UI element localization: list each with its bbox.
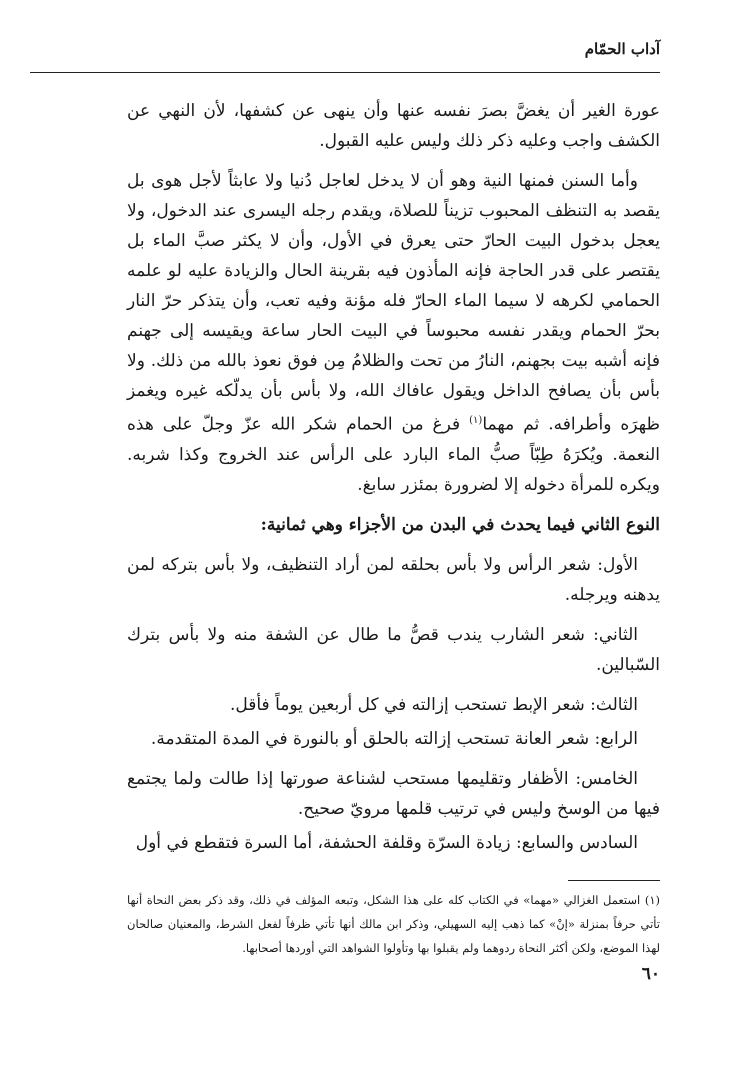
running-head: آداب الحمّام [584,40,660,58]
footnote: (١) استعمل الغزالي «مهما» في الكتاب كله على هذا الشكل، وتبعه المؤلف في ذلك، وقد ذكر بعض النحاة أنها تأتي حرفاً بمنزلة «إنْ» كما ذهب إليه السهيلي، وذكر ابن مالك أنها تأتي ظرفاً لفعل الشرط، والمعنيان صالحان لهذا الموضع، ولكن أكثر النحاة ردوهما ولم يقبلوا بها وتأولوا الشواهد التي أوردها أصحابها. [127,893,660,955]
header-rule [30,72,660,73]
list-item-first: الأول: شعر الرأس ولا بأس بحلقه لمن أراد التنظيف، ولا بأس بتركه لمن يدهنه ويرجله. [127,554,660,605]
list-item-fourth: الرابع: شعر العانة تستحب إزالته بالحلق أو بالنورة في المدة المتقدمة. [150,728,638,749]
paragraph-2-text: وأما السنن فمنها النية وهو أن لا يدخل لعاجل دُنيا ولا عابثاً لأجل هوى بل يقصد به التنظف المحبوب تزيناً للصلاة، ويقدم رجله اليسرى عند الدخول، ولا يعجل بدخول البيت الحارّ حتى يعرق في الأول، وأن لا يكثر صبَّ الماء بل يقتصر على قدر الحاجة فإنه المأذون فيه بقرينة الحال والزيادة عليه لو علمه الحمامي لكرهه لا سيما الماء الحارّ فله مؤنة وفيه تعب، وأن يتذكر حرّ النار بحرّ الحمام ويقدر نفسه محبوساً في البيت الحار ساعة ويقيسه إلى جهنم فإنه أشبه بيت بجهنم، النارُ من تحت والظلامُ مِن فوق نعوذ بالله من ذلك. ولا بأس بأن يصافح الداخل ويقول عافاك الله، ولا بأس بأن يدلّكه غيره ويغمز ظهرَه وأطرافه. ثم مهما [127,171,660,435]
footnote-rule [568,880,660,881]
paragraph-2 [127,166,660,500]
list-item-sixth-seventh: السادس والسابع: زيادة السرّة وقلفة الحشفة، أما السرة فتقطع في أول [135,832,638,853]
paragraph-1: عورة الغير أن يغضَّ بصرَ نفسه عنها وأن ينهى عن كشفها، لأن النهي عن الكشف واجب وعليه ذكر ذلك وليس عليه القبول. [127,101,660,151]
section-heading: النوع الثاني فيما يحدث في البدن من الأجزاء وهي ثمانية: [260,514,660,535]
list-item-fifth: الخامس: الأظفار وتقليمها مستحب لشناعة صورتها إذا طالت ولما يجتمع فيها من الوسخ وليس في ترتيب قلمها مرويّ صحيح. [127,768,660,819]
list-item-second: الثاني: شعر الشارب يندب قصُّ ما طال عن الشفة منه ولا بأس بترك السّبالين. [127,624,660,675]
page-number: ٦٠ [641,964,660,984]
main-text [127,96,660,868]
footnote-marker: (١) [469,415,483,426]
list-item-third: الثالث: شعر الإبط تستحب إزالته في كل أربعين يوماً فأقل. [229,694,638,715]
paragraph-2-continuation: فرغ من الحمام شكر الله عزّ وجلّ على هذه النعمة. ويُكرَهُ طِبّاً صبُّ الماء البارد على الرأس عند الخروج وكذا شربه. ويكره للمرأة دخوله إلا لضرورة بمئزر سابغ. [127,414,660,495]
